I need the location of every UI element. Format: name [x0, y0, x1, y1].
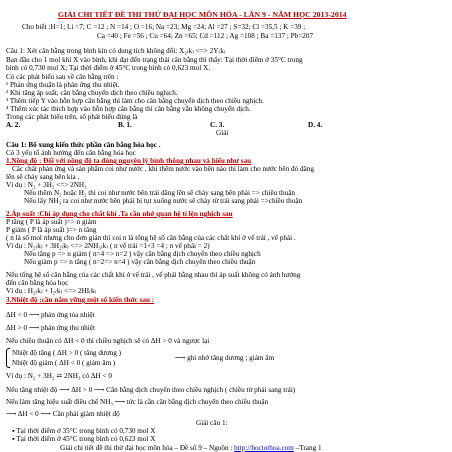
bullet-line: [12, 427, 155, 435]
bullet-line: Nếu giảm p => n tăng ( n=2=> n=4 ) vậy cân bằng dịch chuyển theo chiều thuận: [24, 258, 256, 266]
bullet-text: Tại thời điểm ở 35°C trong bình có 0,730 mol X: [16, 427, 156, 435]
bullet-line: [12, 435, 155, 443]
question-line: bình có 0,730 mol X; Tại thời điểm ở 45°C trong bình có 0,623 mol X.: [6, 64, 210, 72]
text-line: đến cân bằng hóa học: [6, 279, 69, 287]
statement-2: ² Khi tăng áp suất, cân bằng chuyển dịch theo chiều nghịch.: [6, 89, 178, 97]
text-line: ⟶ ΔH < 0 ⟶ Cần phải giảm nhiệt độ: [6, 410, 120, 418]
example-line: Ví dụ : N₂ + 3H₂ <=> 2NH₃: [6, 181, 87, 189]
bullet-line: Nếu lấy NH₃ ra coi như nước bên phải bị tụt xuống nước sẽ chảy từ trái sang phải =>chiều thuận: [24, 197, 303, 205]
bullet-icon: ▪: [12, 427, 15, 435]
section-concentration-title: 1.Nồng độ : Đối với nồng độ ta dùng nguyên lý bình thông nhau và hiểu như sau: [6, 157, 252, 165]
question-line: Câu 1: Xét cân bằng trong bình kín có dung tích không đổi: X₂₍k₎ <=> 2Y₍k₎: [6, 47, 226, 55]
example-line: Ví dụ : H₂₍k₎ + I₂₍k₎ <=> 2HI₍k₎: [6, 287, 97, 295]
text-line: Nếu chiều thuận có ΔH < 0 thì chiều nghịch sẽ có ΔH > 0 và ngược lại: [6, 337, 210, 345]
text-line: ΔH > 0 ⟶ phản ứng thu nhiệt: [6, 324, 95, 332]
atomic-masses-line-1: Cho biết :H=1; Li =7; C =12 ; N =14 ; O =16; Na =23; Mg =24; Al =27 ; S=32; Cl =35,5 ; K =39 ;: [22, 23, 306, 31]
text-line: ΔH < 0 ⟶ phản ứng tỏa nhiệt: [6, 311, 95, 319]
brace-icon: [6, 348, 10, 368]
statement-1: ¹ Phản ứng thuận là phản ứng thu nhiệt.: [6, 81, 120, 89]
section-temperature-title: 3.Nhiệt độ :cần nắm vững một số kiến thức sau :: [6, 296, 155, 304]
text-line: lên sẽ chảy sang bên kia .: [6, 173, 80, 181]
solution-heading: Câu 1: Bổ xung kiến thức phần cân bằng hóa học .: [6, 141, 161, 149]
text-line: ( n là số mol nhưng cho đơn giản thì coi n là tổng hệ số cân bằng của các chất khí ở vế trái , vế phải .: [6, 234, 296, 242]
text-line: P tăng ( P là áp suất )=> n giảm: [6, 218, 97, 226]
text-line: Nhiệt độ giảm ( ΔH < 0 ( giảm âm ): [12, 359, 116, 367]
text-line: P giảm ( P là áp suất )=> n tăng: [6, 226, 97, 234]
text-line: Nếu làm tăng hiệu suất điều chế NH₃ ⟶ tức là cần cân bằng dịch chuyển theo chiều thuận: [6, 398, 269, 406]
option-b: B. 1.: [118, 121, 132, 129]
statement-3: ³ Thêm tiếp Y vào hỗn hợp cân bằng thì làm cho cân bằng chuyển dịch theo chiều nghịch.: [6, 97, 264, 105]
document-title: GIẢI CHI TIẾT ĐỀ THI THỬ ĐẠI HỌC MÔN HÓA - LẦN 9 - NĂM HỌC 2013-2014: [58, 10, 347, 19]
example-line: Ví dụ : N₂ + 3H₂ ⇌ 2NH₃ có ΔH < 0: [6, 372, 112, 380]
text-line: Nhiệt độ tăng ( ΔH > 0 ( tăng dương ): [12, 349, 121, 357]
footer: [60, 444, 322, 452]
section-pressure-title: 2.Áp suất :Chỉ áp dụng cho chất khí .Ta cần nhớ quan hệ tỉ lện nghịch sau: [6, 210, 233, 218]
footer-link[interactable]: http://hoctothoa.com: [234, 444, 294, 452]
footer-text: Giải chi tiết đề thi thử đại học môn hóa – Đề số 9 – Nguồn :: [60, 444, 235, 452]
solution-subheading: Giải câu 1:: [196, 419, 228, 427]
statement-4: ⁴ Thêm xúc tác thích hợp vào hỗn hợp cân bằng thì cân bằng vẫn không chuyển dịch.: [6, 105, 251, 113]
footer-page: –Trang 1: [293, 444, 322, 452]
bullet-line: Nếu thêm N₂ hoặc H₂ thì coi như nước bên trái dâng lên sẽ chảy sang bên phải => chiều thuận: [24, 189, 296, 197]
text-line: Nếu tăng nhiệt độ ⟶ ΔH > 0 ⟶ Cân bằng dịch chuyển theo chiều nghịch ( chiều từ phải sang trái): [6, 386, 296, 394]
bullet-icon: ▪: [12, 435, 15, 443]
question-line: Ban đầu cho 1 mol khí X vào bình, khi đạt đến trạng thái cân bằng thì thấy: Tại thời điểm ở 35°C trong: [6, 56, 303, 64]
atomic-masses-line-2: Ca =40 ; Fe =56 ; Cu =64; Zn =65; Cd =112 ; Ag =108 ; Ba =137 ; Pb=207: [97, 32, 314, 40]
answer-heading: Giải: [216, 129, 229, 137]
option-c: C. 3.: [210, 121, 225, 129]
text-line: Nếu tổng hệ số cân bằng của các chất khí ở vế trái , vế phải bằng nhau thì áp suất không có ảnh hưởng: [6, 271, 301, 279]
question-line: Có các phát biểu sau về cân bằng trên :: [6, 73, 119, 81]
example-line: Ví dụ : N₂₍k₎ + 3H₂₍k₎ <=> 2NH₃₍k₎ ( n vế trái =1+3 =4 ; n vế phải = 2): [6, 242, 210, 250]
text-line: Các chất phản ứng và sản phẩm coi như nước , khi thêm nước vào bên nào thì làm cho nước bên đó dâng: [12, 165, 314, 173]
bullet-text: Tại thời điểm ở 45°C trong bình có 0,623 mol X: [16, 435, 156, 443]
question-prompt: Trong các phát biểu trên, số phát biểu đúng là: [6, 113, 138, 121]
bullet-line: Nếu tăng p => n giảm ( n=4 => n=2 ) vậy cân bằng dịch chuyển theo chiều nghịch: [24, 250, 261, 258]
solution-intro: Có 3 yếu tố ảnh hưởng đến cân bằng hóa học: [6, 149, 136, 157]
mnemonic-note: ⟶ ghi nhớ tăng dương ; giảm âm: [175, 354, 275, 362]
option-d: D. 4.: [308, 121, 323, 129]
option-a: A. 2.: [6, 121, 21, 129]
